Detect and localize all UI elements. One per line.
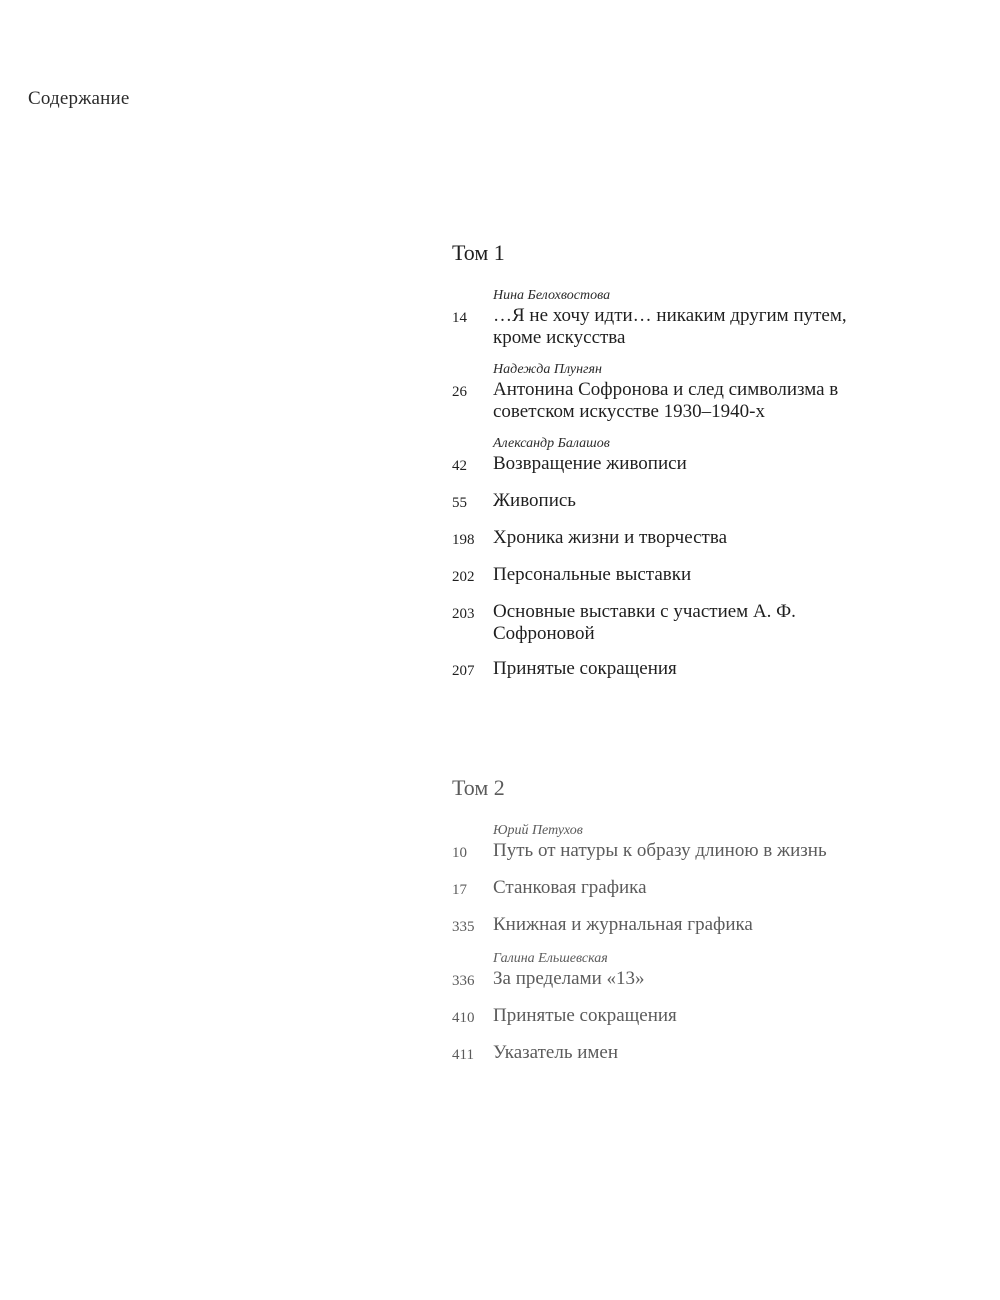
toc-entry[interactable] [440,968,860,992]
volume-title: Том 1 [452,240,505,265]
entry-author: Надежда Плунгян [493,362,602,377]
entry-page-number: 202 [452,569,475,585]
toc-entry[interactable] [440,453,860,477]
entry-title: …Я не хочу идти… никаким другим путем, кроме искусства [493,305,847,348]
entry-title: За пределами «13» [493,968,645,989]
toc-entry[interactable] [440,490,860,514]
toc-entry[interactable] [440,564,860,588]
toc-entry[interactable] [440,877,860,901]
entry-page-number: 336 [452,973,475,989]
entry-title: Принятые сокращения [493,1005,677,1026]
entry-page-number: 14 [452,310,467,326]
entry-author: Александр Балашов [493,436,610,451]
toc-entry[interactable] [440,527,860,551]
toc-entry[interactable] [440,379,860,423]
entry-title: Указатель имен [493,1042,619,1063]
entry-title: Станковая графика [493,877,647,898]
entry-page-number: 17 [452,882,467,898]
toc-entry[interactable] [440,601,860,645]
entry-page-number: 26 [452,384,467,400]
entry-title: Принятые сокращения [493,658,677,679]
entry-page-number: 55 [452,495,467,511]
entry-author: Галина Ельшевская [493,951,608,966]
entry-page-number: 10 [452,845,467,861]
entry-title: Антонина Софронова и след символизма в советском искусстве 1930–1940-х [493,379,839,422]
entry-author: Юрий Петухов [493,823,583,838]
entry-title: Хроника жизни и творчества [493,527,728,548]
toc-entry[interactable] [440,658,860,682]
entry-title: Основные выставки с участием А. Ф. Софроновой [493,601,796,644]
page-title: Содержание [28,88,130,109]
entry-page-number: 410 [452,1010,475,1026]
entry-page-number: 203 [452,606,475,622]
entry-page-number: 42 [452,458,467,474]
entry-page-number: 335 [452,919,475,935]
entry-page-number: 198 [452,532,475,548]
toc-entry[interactable] [440,914,860,938]
entry-page-number: 411 [452,1047,474,1063]
toc-entry[interactable] [440,840,860,864]
entry-title: Возвращение живописи [493,453,687,474]
volume-1-section [440,240,860,695]
toc-entry[interactable] [440,1042,860,1066]
volume-2-section [440,775,860,1079]
entry-page-number: 207 [452,663,475,679]
toc-entry[interactable] [440,305,860,349]
entry-title: Живопись [493,490,576,511]
entry-author: Нина Белохвостова [493,288,611,303]
entry-title: Путь от натуры к образу длиною в жизнь [493,840,827,861]
entry-title: Книжная и журнальная графика [493,914,753,935]
entry-title: Персональные выставки [493,564,692,585]
volume-title: Том 2 [452,775,505,800]
toc-entry[interactable] [440,1005,860,1029]
